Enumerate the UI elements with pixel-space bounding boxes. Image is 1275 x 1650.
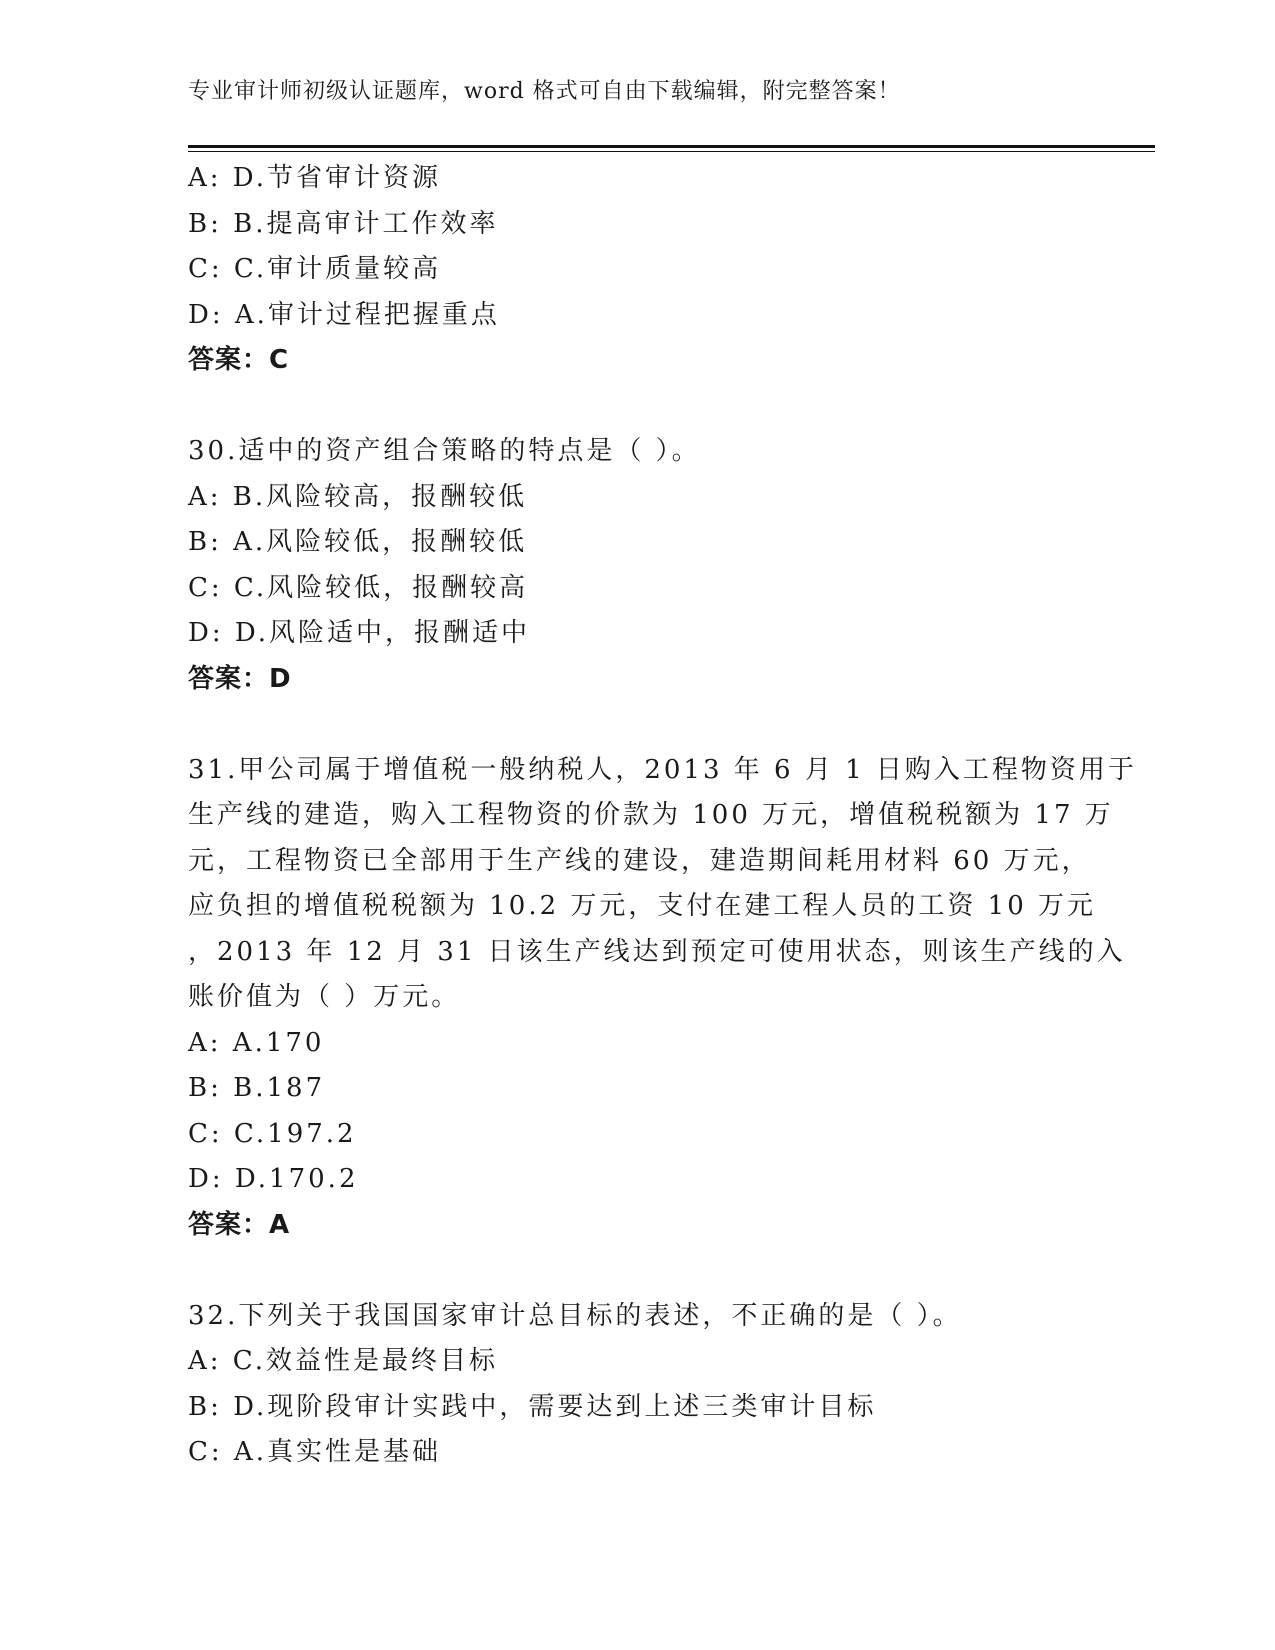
- question-29: [188, 156, 1088, 384]
- header-rule-thick: [188, 145, 1155, 148]
- question-31: [188, 748, 1137, 1249]
- option-d: D: D.170.2: [188, 1164, 359, 1194]
- answer: 答案：C: [188, 345, 290, 375]
- question-stem: 30.适中的资产组合策略的特点是（ ）。: [188, 436, 701, 466]
- question-stem-line: ，2013 年 12 月 31 日该生产线达到预定可使用状态，则该生产线的入: [188, 936, 1126, 967]
- question-stem: 32.下列关于我国国家审计总目标的表述，不正确的是（ ）。: [188, 1300, 962, 1331]
- option-c: C: A.真实性是基础: [188, 1437, 441, 1467]
- header-rule-thin: [188, 151, 1155, 152]
- header-note: 专业审计师初级认证题库，word 格式可自由下载编辑，附完整答案！: [188, 79, 901, 104]
- answer: 答案：A: [188, 1209, 291, 1240]
- question-stem-line: 应负担的增值税税额为 10.2 万元，支付在建工程人员的工资 10 万元: [188, 891, 1097, 921]
- option-d: D: D.风险适中，报酬适中: [188, 618, 531, 648]
- answer: 答案：D: [188, 663, 292, 694]
- spacer: [188, 384, 1088, 430]
- question-stem-line: 元，工程物资已全部用于生产线的建设，建造期间耗用材料 60 万元，: [188, 845, 1091, 876]
- option-c: C: C.风险较低，报酬较高: [188, 572, 529, 603]
- question-stem-line: 账价值为（ ）万元。: [188, 982, 461, 1012]
- option-a: A: C.效益性是最终目标: [188, 1346, 499, 1376]
- question-content: [188, 156, 1137, 1476]
- option-b: B: D.现阶段审计实践中，需要达到上述三类审计目标: [188, 1391, 877, 1422]
- question-stem-line: 31.甲公司属于增值税一般纳税人，2013 年 6 月 1 日购入工程物资用于: [188, 754, 1137, 785]
- option-a: A: B.风险较高，报酬较低: [188, 481, 528, 512]
- spacer: [188, 702, 1088, 748]
- option-b: B: A.风险较低，报酬较低: [188, 527, 528, 557]
- question-32: [188, 1294, 1088, 1476]
- option-c: C: C.审计质量较高: [188, 254, 442, 284]
- option-a: A: D.节省审计资源: [188, 163, 441, 193]
- option-c: C: C.197.2: [188, 1118, 357, 1149]
- question-stem-line: 生产线的建造，购入工程物资的价款为 100 万元，增值税税额为 17 万: [188, 800, 1114, 830]
- option-a: A: A.170: [188, 1027, 325, 1058]
- option-b: B: B.提高审计工作效率: [188, 208, 499, 239]
- spacer: [188, 1248, 1088, 1294]
- option-b: B: B.187: [188, 1073, 326, 1103]
- option-d: D: A.审计过程把握重点: [188, 299, 500, 330]
- question-30: [188, 429, 1088, 702]
